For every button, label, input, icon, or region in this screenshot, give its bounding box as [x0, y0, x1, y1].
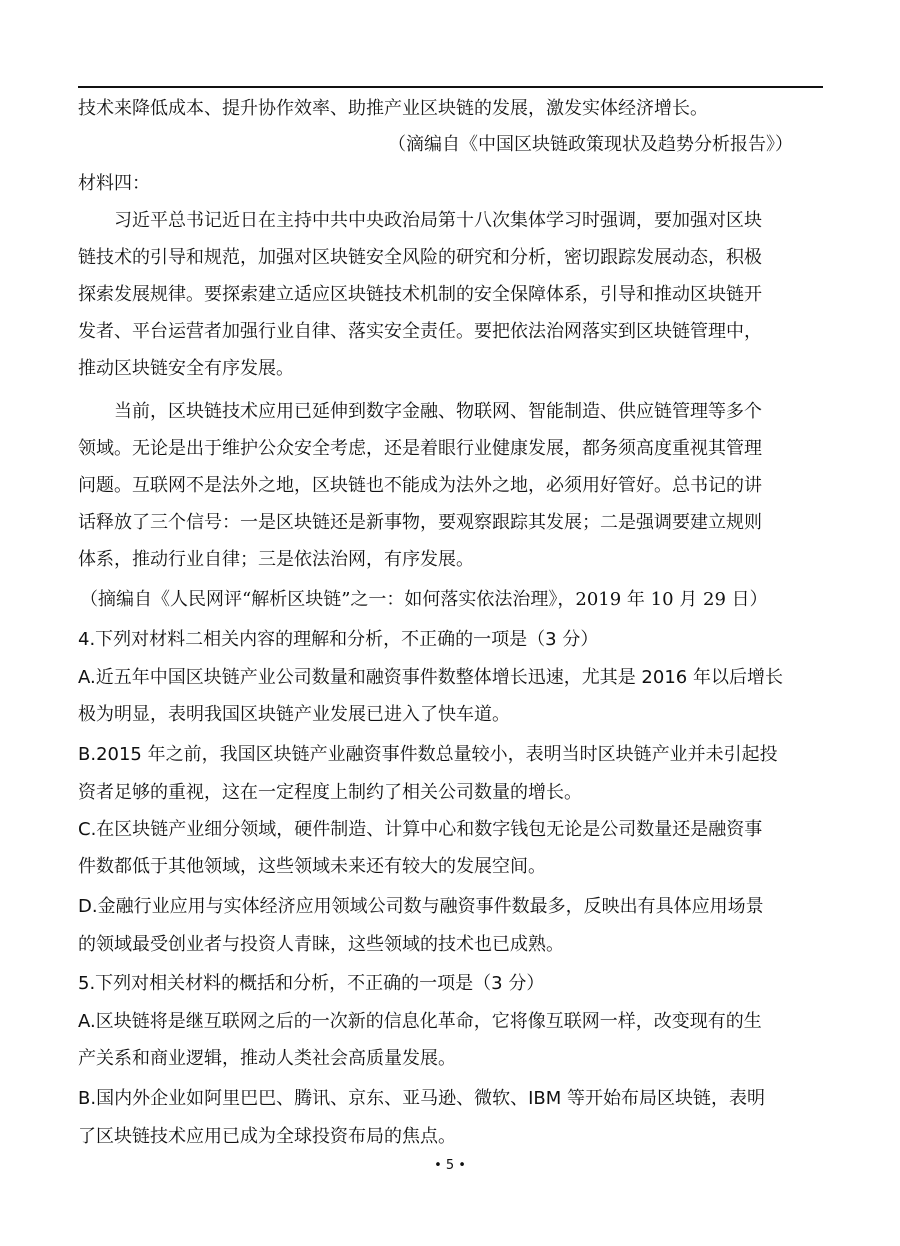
material4-p2-line: 问题。互联网不是法外之地，区块链也不能成为法外之地，必须用好管好。总书记的讲 [78, 475, 762, 496]
material3-source: （滴编自《中国区块链政策现状及趋势分析报告》） [388, 134, 793, 155]
material4-p2-line: 话释放了三个信号：一是区块链还是新事物，要观察跟踪其发展；二是强调要建立规则 [78, 512, 762, 533]
material4-heading: 材料四： [78, 173, 150, 194]
question5-stem: 5.下列对相关材料的概括和分析，不正确的一项是（3 分） [78, 973, 545, 994]
question4-option-b-cont: 资者足够的重视，这在一定程度上制约了相关公司数量的增长。 [78, 782, 582, 803]
material4-p2-line: 体系，推动行业自律；三是依法治网，有序发展。 [78, 549, 474, 570]
question5-option-b: B.国内外企业如阿里巴巴、腾讯、京东、亚马逊、微软、IBM 等开始布局区块链，表明 [78, 1088, 765, 1109]
question4-option-c: C.在区块链产业细分领域，硬件制造、计算中心和数字钱包无论是公司数量还是融资事 [78, 819, 763, 840]
continuation-line: 技术来降低成本、提升协作效率、助推产业区块链的发展，激发实体经济增长。 [78, 98, 708, 119]
question4-option-b: B.2015 年之前，我国区块链产业融资事件数总量较小，表明当时区块链产业并未引起投 [78, 744, 778, 765]
question5-option-b-cont: 了区块链技术应用已成为全球投资布局的焦点。 [78, 1126, 456, 1147]
question4-option-a-cont: 极为明显，表明我国区块链产业发展已进入了快车道。 [78, 704, 510, 725]
material4-source: （摘编自《人民网评“解析区块链”之一：如何落实依法治理》，2019 年 10 月 29 日） [80, 589, 768, 610]
question4-option-d-cont: 的领域最受创业者与投资人青睐，这些领域的技术也已成熟。 [78, 934, 564, 955]
material4-p1-line: 推动区块链安全有序发展。 [78, 358, 294, 379]
material4-p1-line: 习近平总书记近日在主持中共中央政治局第十八次集体学习时强调，要加强对区块 [114, 210, 762, 231]
question4-option-a: A.近五年中国区块链产业公司数量和融资事件数整体增长迅速，尤其是 2016 年以后增长 [78, 667, 783, 688]
material4-p1-line: 探索发展规律。要探索建立适应区块链技术机制的安全保障体系，引导和推动区块链开 [78, 284, 762, 305]
question4-option-d: D.金融行业应用与实体经济应用领域公司数与融资事件数最多，反映出有具体应用场景 [78, 896, 764, 917]
question4-stem: 4.下列对材料二相关内容的理解和分析，不正确的一项是（3 分） [78, 629, 599, 650]
question5-option-a-cont: 产关系和商业逻辑，推动人类社会高质量发展。 [78, 1048, 456, 1069]
material4-p1-line: 发者、平台运营者加强行业自律、落实安全责任。要把依法治网落实到区块链管理中， [78, 321, 762, 342]
question5-option-a: A.区块链将是继互联网之后的一次新的信息化革命，它将像互联网一样，改变现有的生 [78, 1011, 762, 1032]
material4-p1-line: 链技术的引导和规范，加强对区块链安全风险的研究和分析，密切跟踪发展动态，积极 [78, 247, 762, 268]
material4-p2-line: 领域。无论是出于维护公众安全考虑，还是着眼行业健康发展，都务须高度重视其管理 [78, 438, 762, 459]
page-number: • 5 • [434, 1158, 466, 1173]
header-rule [78, 86, 823, 88]
question4-option-c-cont: 件数都低于其他领域，这些领域未来还有较大的发展空间。 [78, 856, 546, 877]
material4-p2-line: 当前，区块链技术应用已延伸到数字金融、物联网、智能制造、供应链管理等多个 [114, 401, 762, 422]
